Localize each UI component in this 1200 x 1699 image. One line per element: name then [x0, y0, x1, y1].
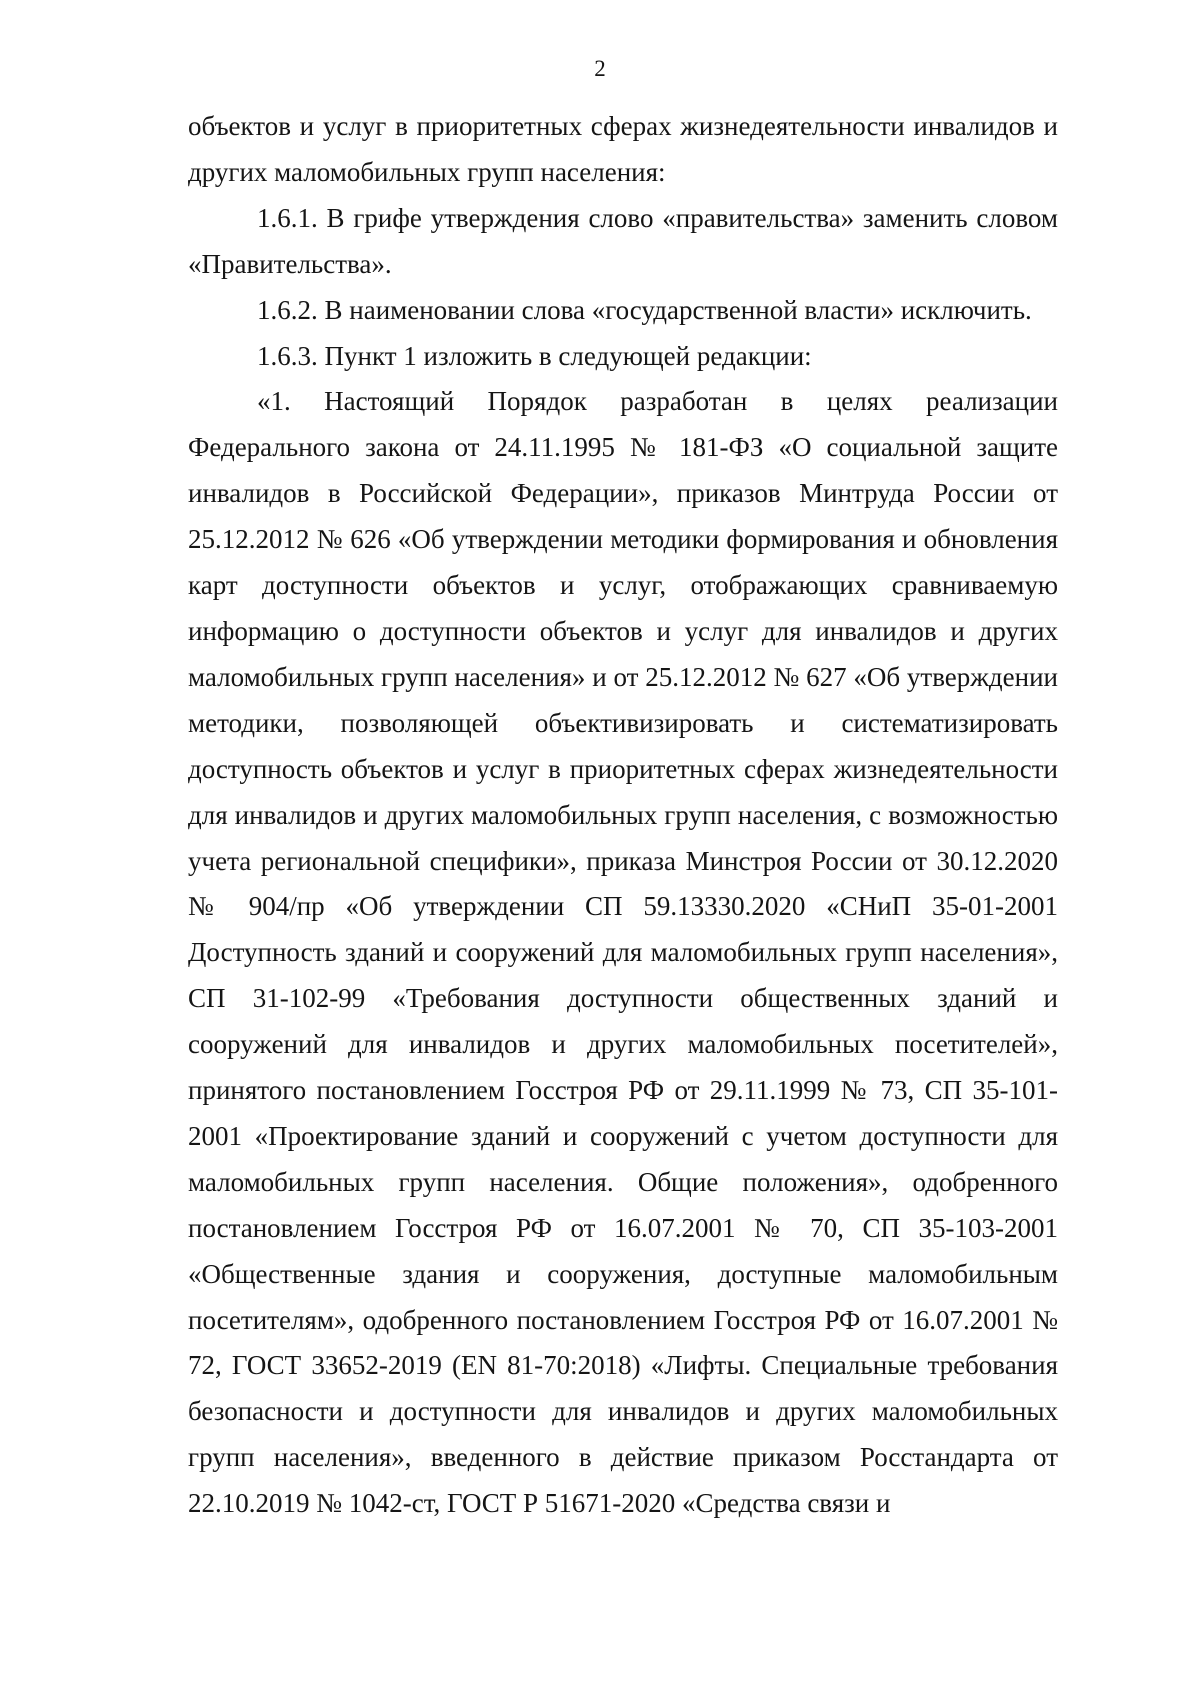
paragraph-1-6-2: 1.6.2. В наименовании слова «государственной власти» исключить.	[257, 294, 1032, 325]
page-number: 2	[594, 56, 606, 81]
paragraph-continuation: объектов и услуг в приоритетных сферах жизнедеятельности инвалидов и других маломобильных групп населения:	[188, 111, 1058, 187]
paragraph-1-6-1: 1.6.1. В грифе утверждения слово «правительства» заменить словом «Правительства».	[188, 202, 1058, 279]
paragraph-clause-1: «1. Настоящий Порядок разработан в целях реализации Федерального закона от 24.11.1995 № 181-ФЗ «О социальной защите инвалидов в Российской Федерации», приказов Минтруда России от 25.12.2012 № 626 «Об утверждении методики формирования и обновления карт доступности объектов и услуг, отображающих сравниваемую информацию о доступности объектов и услуг для инвалидов и других маломобильных групп населения» и от 25.12.2012 № 627 «Об утверждении методики, позволяющей объективизировать и систематизировать доступность объектов и услуг в приоритетных сферах жизнедеятельности для инвалидов и других маломобильных групп населения, с возможностью учета региональной специфики», приказа Минстроя России от 30.12.2020 № 904/пр «Об утверждении СП 59.13330.2020 «СНиП 35-01-2001 Доступность зданий и сооружений для маломобильных групп населения», СП 31-102-99 «Требования доступности общественных зданий и сооружений для инвалидов и других маломобильных посетителей», принятого постановлением Госстроя РФ от 29.11.1999 № 73, СП 35-101-2001 «Проектирование зданий и сооружений с учетом доступности для маломобильных групп населения. Общие положения», одобренного постановлением Госстроя РФ от 16.07.2001 № 70, СП 35-103-2001 «Общественные здания и сооружения, доступные маломобильным посетителям», одобренного постановлением Госстроя РФ от 16.07.2001 № 72, ГОСТ 33652-2019 (EN 81-70:2018) «Лифты. Специальные требования безопасности и доступности для инвалидов и других маломобильных групп населения», введенного в действие приказом Росстандарта от 22.10.2019 № 1042-ст, ГОСТ Р 51671-2020 «Средства связи и	[188, 386, 1058, 1519]
document-body	[188, 104, 1058, 1527]
paragraph-1-6-3: 1.6.3. Пункт 1 изложить в следующей редакции:	[257, 340, 812, 371]
